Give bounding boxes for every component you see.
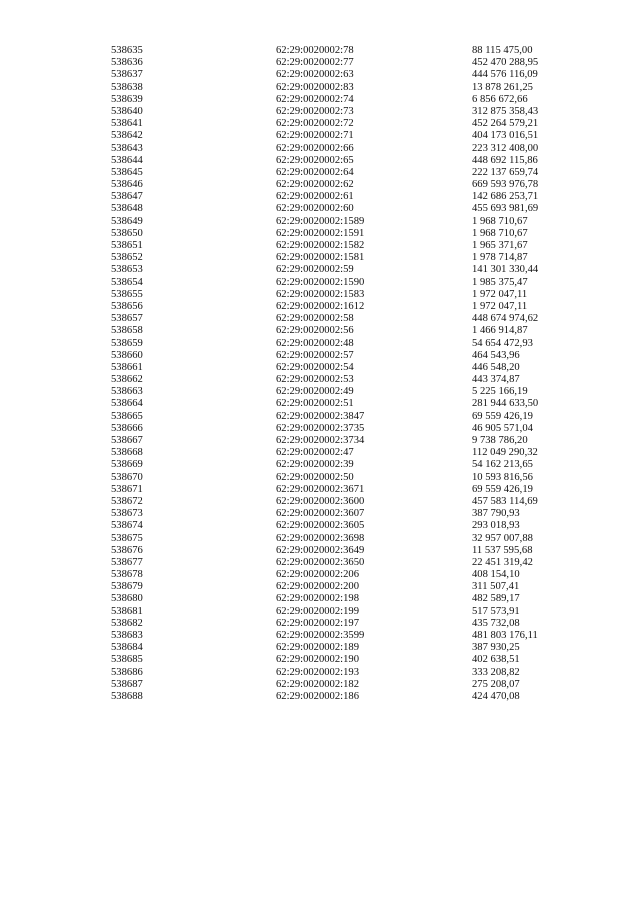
cadastral-number-cell: 62:29:0020002:1583 (276, 288, 365, 300)
table-row (0, 435, 640, 447)
value-cell: 457 583 114,69 (472, 495, 538, 507)
cadastral-number-cell: 62:29:0020002:3735 (276, 422, 365, 434)
row-number-cell: 538671 (111, 483, 143, 495)
value-cell: 669 593 976,78 (472, 179, 539, 191)
row-number-cell: 538666 (111, 422, 143, 434)
value-cell: 88 115 475,00 (472, 45, 533, 56)
value-cell: 481 803 176,11 (472, 630, 538, 641)
cadastral-number-cell: 62:29:0020002:47 (276, 447, 354, 459)
row-number-cell: 538650 (111, 227, 143, 239)
cadastral-number-cell: 62:29:0020002:190 (276, 654, 359, 666)
row-number-cell: 538637 (111, 69, 143, 81)
cadastral-number-cell: 62:29:0020002:3600 (276, 495, 365, 507)
table-row (0, 240, 640, 252)
value-cell: 1 972 047,11 (472, 300, 528, 312)
cadastral-number-cell: 62:29:0020002:1612 (276, 300, 365, 312)
cadastral-number-cell: 62:29:0020002:50 (276, 471, 354, 483)
row-number-cell: 538678 (111, 569, 143, 581)
row-number-cell: 538670 (111, 471, 143, 483)
row-number-cell: 538651 (111, 240, 143, 251)
value-cell: 404 173 016,51 (472, 130, 539, 142)
value-cell: 281 944 633,50 (472, 398, 539, 410)
value-cell: 141 301 330,44 (472, 264, 539, 276)
row-number-cell: 538644 (111, 154, 143, 166)
row-number-cell: 538669 (111, 459, 143, 471)
table-row (0, 216, 640, 228)
table-row (0, 252, 640, 264)
cadastral-number-cell: 62:29:0020002:3607 (276, 508, 365, 520)
table-row (0, 82, 640, 94)
row-number-cell: 538659 (111, 337, 143, 349)
table-row (0, 191, 640, 203)
row-number-cell: 538655 (111, 288, 143, 300)
cadastral-number-cell: 62:29:0020002:77 (276, 57, 354, 69)
value-cell: 11 537 595,68 (472, 544, 533, 556)
table-row (0, 338, 640, 350)
cadastral-number-cell: 62:29:0020002:71 (276, 130, 354, 142)
table-row (0, 179, 640, 191)
value-cell: 452 264 579,21 (472, 118, 539, 130)
table-row (0, 155, 640, 167)
value-cell: 46 905 571,04 (472, 422, 533, 434)
table-row (0, 533, 640, 545)
cadastral-number-cell: 62:29:0020002:3698 (276, 532, 365, 544)
value-cell: 112 049 290,32 (472, 447, 538, 459)
value-cell: 9 738 786,20 (472, 435, 528, 446)
row-number-cell: 538684 (111, 642, 143, 654)
row-number-cell: 538653 (111, 264, 143, 276)
row-number-cell: 538688 (111, 690, 143, 702)
value-cell: 54 654 472,93 (472, 337, 533, 349)
table-row (0, 374, 640, 386)
row-number-cell: 538639 (111, 93, 143, 105)
table-row (0, 362, 640, 374)
cadastral-number-cell: 62:29:0020002:39 (276, 459, 354, 471)
table-row (0, 167, 640, 179)
value-cell: 1 985 375,47 (472, 276, 528, 288)
cadastral-number-cell: 62:29:0020002:64 (276, 166, 354, 178)
table-row (0, 606, 640, 618)
cadastral-number-cell: 62:29:0020002:199 (276, 605, 359, 617)
cadastral-number-cell: 62:29:0020002:54 (276, 361, 354, 373)
cadastral-number-cell: 62:29:0020002:1589 (276, 215, 365, 227)
cadastral-number-cell: 62:29:0020002:1582 (276, 240, 365, 251)
table-row (0, 618, 640, 630)
cadastral-number-cell: 62:29:0020002:3671 (276, 483, 365, 495)
value-cell: 5 225 166,19 (472, 386, 528, 398)
cadastral-number-cell: 62:29:0020002:59 (276, 264, 354, 276)
value-cell: 222 137 659,74 (472, 166, 539, 178)
cadastral-number-cell: 62:29:0020002:193 (276, 666, 359, 678)
value-cell: 1 978 714,87 (472, 252, 528, 264)
value-cell: 443 374,87 (472, 374, 520, 386)
cadastral-number-cell: 62:29:0020002:206 (276, 569, 359, 581)
value-cell: 223 312 408,00 (472, 142, 539, 154)
cadastral-number-cell: 62:29:0020002:3599 (276, 630, 365, 641)
table-row (0, 581, 640, 593)
value-cell: 10 593 816,56 (472, 471, 533, 483)
row-number-cell: 538657 (111, 313, 143, 325)
table-row (0, 642, 640, 654)
cadastral-number-cell: 62:29:0020002:200 (276, 581, 359, 593)
cadastral-number-cell: 62:29:0020002:57 (276, 349, 354, 361)
data-table (0, 45, 640, 703)
table-row (0, 118, 640, 130)
table-row (0, 386, 640, 398)
value-cell: 446 548,20 (472, 361, 520, 373)
table-row (0, 130, 640, 142)
row-number-cell: 538668 (111, 447, 143, 459)
value-cell: 6 856 672,66 (472, 93, 528, 105)
cadastral-number-cell: 62:29:0020002:182 (276, 678, 359, 690)
value-cell: 22 451 319,42 (472, 556, 533, 568)
table-row (0, 106, 640, 118)
value-cell: 387 790,93 (472, 508, 520, 520)
value-cell: 69 559 426,19 (472, 483, 533, 495)
cadastral-number-cell: 62:29:0020002:78 (276, 45, 354, 56)
row-number-cell: 538648 (111, 203, 143, 215)
value-cell: 408 154,10 (472, 569, 520, 581)
cadastral-number-cell: 62:29:0020002:53 (276, 374, 354, 386)
row-number-cell: 538654 (111, 276, 143, 288)
cadastral-number-cell: 62:29:0020002:3734 (276, 435, 365, 446)
cadastral-number-cell: 62:29:0020002:3649 (276, 544, 365, 556)
value-cell: 311 507,41 (472, 581, 520, 593)
value-cell: 69 559 426,19 (472, 410, 533, 422)
row-number-cell: 538683 (111, 630, 143, 641)
row-number-cell: 538667 (111, 435, 143, 446)
row-number-cell: 538649 (111, 215, 143, 227)
table-row (0, 459, 640, 471)
table-row (0, 45, 640, 57)
cadastral-number-cell: 62:29:0020002:62 (276, 179, 354, 191)
value-cell: 1 466 914,87 (472, 325, 528, 337)
cadastral-number-cell: 62:29:0020002:1590 (276, 276, 365, 288)
table-row (0, 264, 640, 276)
cadastral-number-cell: 62:29:0020002:189 (276, 642, 359, 654)
table-row (0, 57, 640, 69)
table-row (0, 520, 640, 532)
value-cell: 448 692 115,86 (472, 154, 538, 166)
table-row (0, 143, 640, 155)
value-cell: 275 208,07 (472, 678, 520, 690)
cadastral-number-cell: 62:29:0020002:3847 (276, 410, 365, 422)
row-number-cell: 538656 (111, 300, 143, 312)
row-number-cell: 538636 (111, 57, 143, 69)
row-number-cell: 538635 (111, 45, 143, 56)
table-row (0, 545, 640, 557)
table-row (0, 228, 640, 240)
row-number-cell: 538687 (111, 678, 143, 690)
row-number-cell: 538681 (111, 605, 143, 617)
value-cell: 517 573,91 (472, 605, 520, 617)
cadastral-number-cell: 62:29:0020002:56 (276, 325, 354, 337)
value-cell: 142 686 253,71 (472, 191, 539, 203)
cadastral-number-cell: 62:29:0020002:74 (276, 93, 354, 105)
row-number-cell: 538664 (111, 398, 143, 410)
table-row (0, 289, 640, 301)
table-row (0, 350, 640, 362)
table-row (0, 203, 640, 215)
row-number-cell: 538645 (111, 166, 143, 178)
cadastral-number-cell: 62:29:0020002:49 (276, 386, 354, 398)
value-cell: 1 968 710,67 (472, 227, 528, 239)
cadastral-number-cell: 62:29:0020002:60 (276, 203, 354, 215)
row-number-cell: 538672 (111, 495, 143, 507)
table-row (0, 411, 640, 423)
table-row (0, 496, 640, 508)
cadastral-number-cell: 62:29:0020002:198 (276, 593, 359, 605)
row-number-cell: 538677 (111, 556, 143, 568)
row-number-cell: 538643 (111, 142, 143, 154)
value-cell: 54 162 213,65 (472, 459, 533, 471)
cadastral-number-cell: 62:29:0020002:72 (276, 118, 354, 130)
row-number-cell: 538661 (111, 361, 143, 373)
table-row (0, 69, 640, 81)
table-row (0, 277, 640, 289)
table-row (0, 301, 640, 313)
cadastral-number-cell: 62:29:0020002:3650 (276, 556, 365, 568)
value-cell: 424 470,08 (472, 690, 520, 702)
row-number-cell: 538680 (111, 593, 143, 605)
value-cell: 444 576 116,09 (472, 69, 538, 81)
table-row (0, 325, 640, 337)
row-number-cell: 538674 (111, 520, 143, 532)
table-row (0, 423, 640, 435)
table-row (0, 398, 640, 410)
table-row (0, 313, 640, 325)
value-cell: 482 589,17 (472, 593, 520, 605)
value-cell: 455 693 981,69 (472, 203, 539, 215)
row-number-cell: 538638 (111, 81, 143, 93)
cadastral-number-cell: 62:29:0020002:58 (276, 313, 354, 325)
table-row (0, 94, 640, 106)
row-number-cell: 538642 (111, 130, 143, 142)
cadastral-number-cell: 62:29:0020002:66 (276, 142, 354, 154)
cadastral-number-cell: 62:29:0020002:197 (276, 617, 359, 629)
value-cell: 448 674 974,62 (472, 313, 539, 325)
cadastral-number-cell: 62:29:0020002:63 (276, 69, 354, 81)
value-cell: 1 965 371,67 (472, 240, 528, 251)
value-cell: 1 968 710,67 (472, 215, 528, 227)
row-number-cell: 538660 (111, 349, 143, 361)
table-row (0, 593, 640, 605)
cadastral-number-cell: 62:29:0020002:73 (276, 105, 354, 117)
value-cell: 312 875 358,43 (472, 105, 539, 117)
table-row (0, 667, 640, 679)
table-row (0, 557, 640, 569)
table-row (0, 691, 640, 703)
cadastral-number-cell: 62:29:0020002:1591 (276, 227, 365, 239)
cadastral-number-cell: 62:29:0020002:1581 (276, 252, 365, 264)
value-cell: 452 470 288,95 (472, 57, 539, 69)
row-number-cell: 538647 (111, 191, 143, 203)
cadastral-number-cell: 62:29:0020002:186 (276, 690, 359, 702)
table-row (0, 679, 640, 691)
cadastral-number-cell: 62:29:0020002:61 (276, 191, 354, 203)
value-cell: 293 018,93 (472, 520, 520, 532)
row-number-cell: 538641 (111, 118, 143, 130)
table-row (0, 569, 640, 581)
cadastral-number-cell: 62:29:0020002:83 (276, 81, 354, 93)
row-number-cell: 538675 (111, 532, 143, 544)
row-number-cell: 538679 (111, 581, 143, 593)
cadastral-number-cell: 62:29:0020002:51 (276, 398, 354, 410)
row-number-cell: 538665 (111, 410, 143, 422)
row-number-cell: 538646 (111, 179, 143, 191)
value-cell: 402 638,51 (472, 654, 520, 666)
value-cell: 333 208,82 (472, 666, 520, 678)
row-number-cell: 538652 (111, 252, 143, 264)
cadastral-number-cell: 62:29:0020002:65 (276, 154, 354, 166)
row-number-cell: 538673 (111, 508, 143, 520)
table-row (0, 654, 640, 666)
value-cell: 464 543,96 (472, 349, 520, 361)
row-number-cell: 538676 (111, 544, 143, 556)
row-number-cell: 538685 (111, 654, 143, 666)
cadastral-number-cell: 62:29:0020002:48 (276, 337, 354, 349)
row-number-cell: 538686 (111, 666, 143, 678)
row-number-cell: 538640 (111, 105, 143, 117)
cadastral-number-cell: 62:29:0020002:3605 (276, 520, 365, 532)
value-cell: 387 930,25 (472, 642, 520, 654)
value-cell: 1 972 047,11 (472, 288, 528, 300)
table-row (0, 447, 640, 459)
table-row (0, 508, 640, 520)
row-number-cell: 538682 (111, 617, 143, 629)
table-row (0, 630, 640, 642)
value-cell: 435 732,08 (472, 617, 520, 629)
row-number-cell: 538663 (111, 386, 143, 398)
table-row (0, 484, 640, 496)
value-cell: 13 878 261,25 (472, 81, 533, 93)
value-cell: 32 957 007,88 (472, 532, 533, 544)
table-row (0, 472, 640, 484)
row-number-cell: 538662 (111, 374, 143, 386)
row-number-cell: 538658 (111, 325, 143, 337)
